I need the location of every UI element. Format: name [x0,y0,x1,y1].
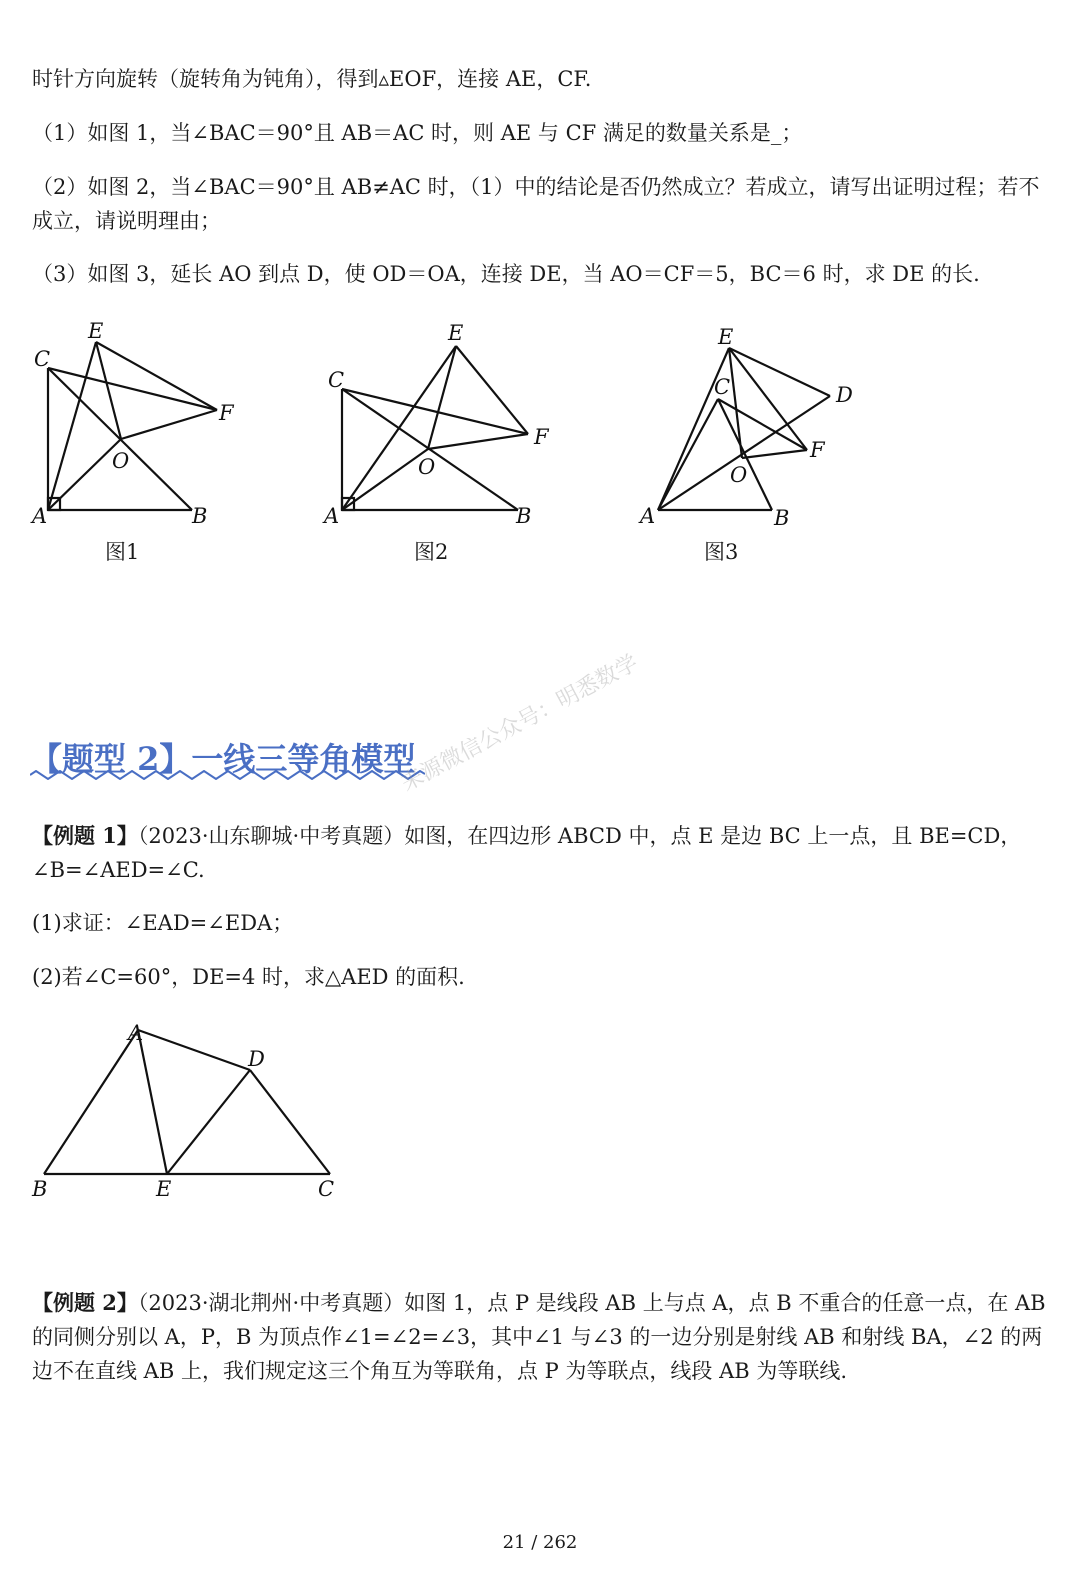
figure-1 [0,300,260,530]
question-2-line-1: （2）如图 2，当∠BAC＝90°且 AB≠AC 时，（1）中的结论是否仍然成立？若成立，请写出证明过程；若不 [32,175,1040,199]
example-2-line-3: 边不在直线 AB 上，我们规定这三个角互为等联角，点 P 为等联点，线段 AB 为等联线. [32,1359,848,1383]
example-1-head: 【例题 1】 [32,823,138,848]
section-title: 【题型 2】一线三等角模型 [30,740,416,778]
fig2-label-c: C [328,368,345,392]
fig4-label-b: B [32,1177,48,1201]
fig1-label-c: C [34,347,51,371]
example-2-line-1 [32,1286,1048,1320]
fig4-label-c: C [318,1177,335,1201]
paragraph-rotation: 时针方向旋转（旋转角为钝角），得到▵EOF，连接 AE，CF. [32,67,592,91]
fig1-label-b: B [192,504,208,528]
fig3-label-a: A [640,504,656,528]
section-title-underline [30,770,425,780]
fig1-label-f: F [219,401,234,425]
question-1: （1）如图 1，当∠BAC＝90°且 AB＝AC 时，则 AE 与 CF 满足的数量关系是_； [32,121,803,145]
fig2-label-b: B [516,504,532,528]
fig2-label-e: E [448,321,464,345]
example-1-line-2: ∠B=∠AED=∠C. [32,858,205,882]
example-1-part-1: (1)求证：∠EAD=∠EDA； [32,911,294,935]
fig2-label-f: F [534,425,549,449]
fig1-label-o: O [112,449,130,473]
example-2-text-1: （2023·湖北荆州·中考真题）如图 1，点 P 是线段 AB 上与点 A，点 B 不重合的任意一点，在 AB [137,1291,1046,1315]
watermark: 来源微信公众号：明悉数学 [397,650,643,797]
figure-3 [620,300,880,530]
fig3-label-e: E [718,325,734,349]
example-2-line-2: 的同侧分别以 A，P，B 为顶点作∠1=∠2=∠3，其中∠1 与∠3 的一边分别是射线 AB 和射线 BA，∠2 的两 [32,1325,1043,1349]
fig4-label-d: D [248,1047,265,1071]
question-3: （3）如图 3，延长 AO 到点 D，使 OD＝OA，连接 DE，当 AO＝CF＝5，BC＝6 时，求 DE 的长. [32,262,980,286]
fig3-label-f: F [810,438,825,462]
fig3-label-o: O [730,463,748,487]
page-number: 21 / 262 [502,1532,578,1553]
fig3-label-c: C [714,375,731,399]
example-1-line-1 [32,819,1048,853]
figure-2 [300,300,560,530]
fig2-label-o: O [418,455,436,479]
figure-4 [0,1010,360,1210]
fig3-label-b: B [774,506,790,530]
fig1-label-a: A [32,504,48,528]
fig2-label-a: A [324,504,340,528]
figure-1-caption: 图1 [105,540,140,564]
figure-3-caption: 图3 [704,540,739,564]
fig4-label-e: E [156,1177,172,1201]
example-1-text-1: （2023·山东聊城·中考真题）如图，在四边形 ABCD 中，点 E 是边 BC 上一点，且 BE=CD， [137,824,1022,848]
example-1-part-2: (2)若∠C=60°，DE=4 时，求△AED 的面积. [32,965,465,989]
fig4-label-a: A [128,1021,144,1045]
question-2-line-2: 成立，请说明理由； [32,209,221,233]
fig1-label-e: E [88,319,104,343]
example-2-head: 【例题 2】 [32,1290,138,1315]
figure-2-caption: 图2 [414,540,449,564]
fig3-label-d: D [836,383,853,407]
